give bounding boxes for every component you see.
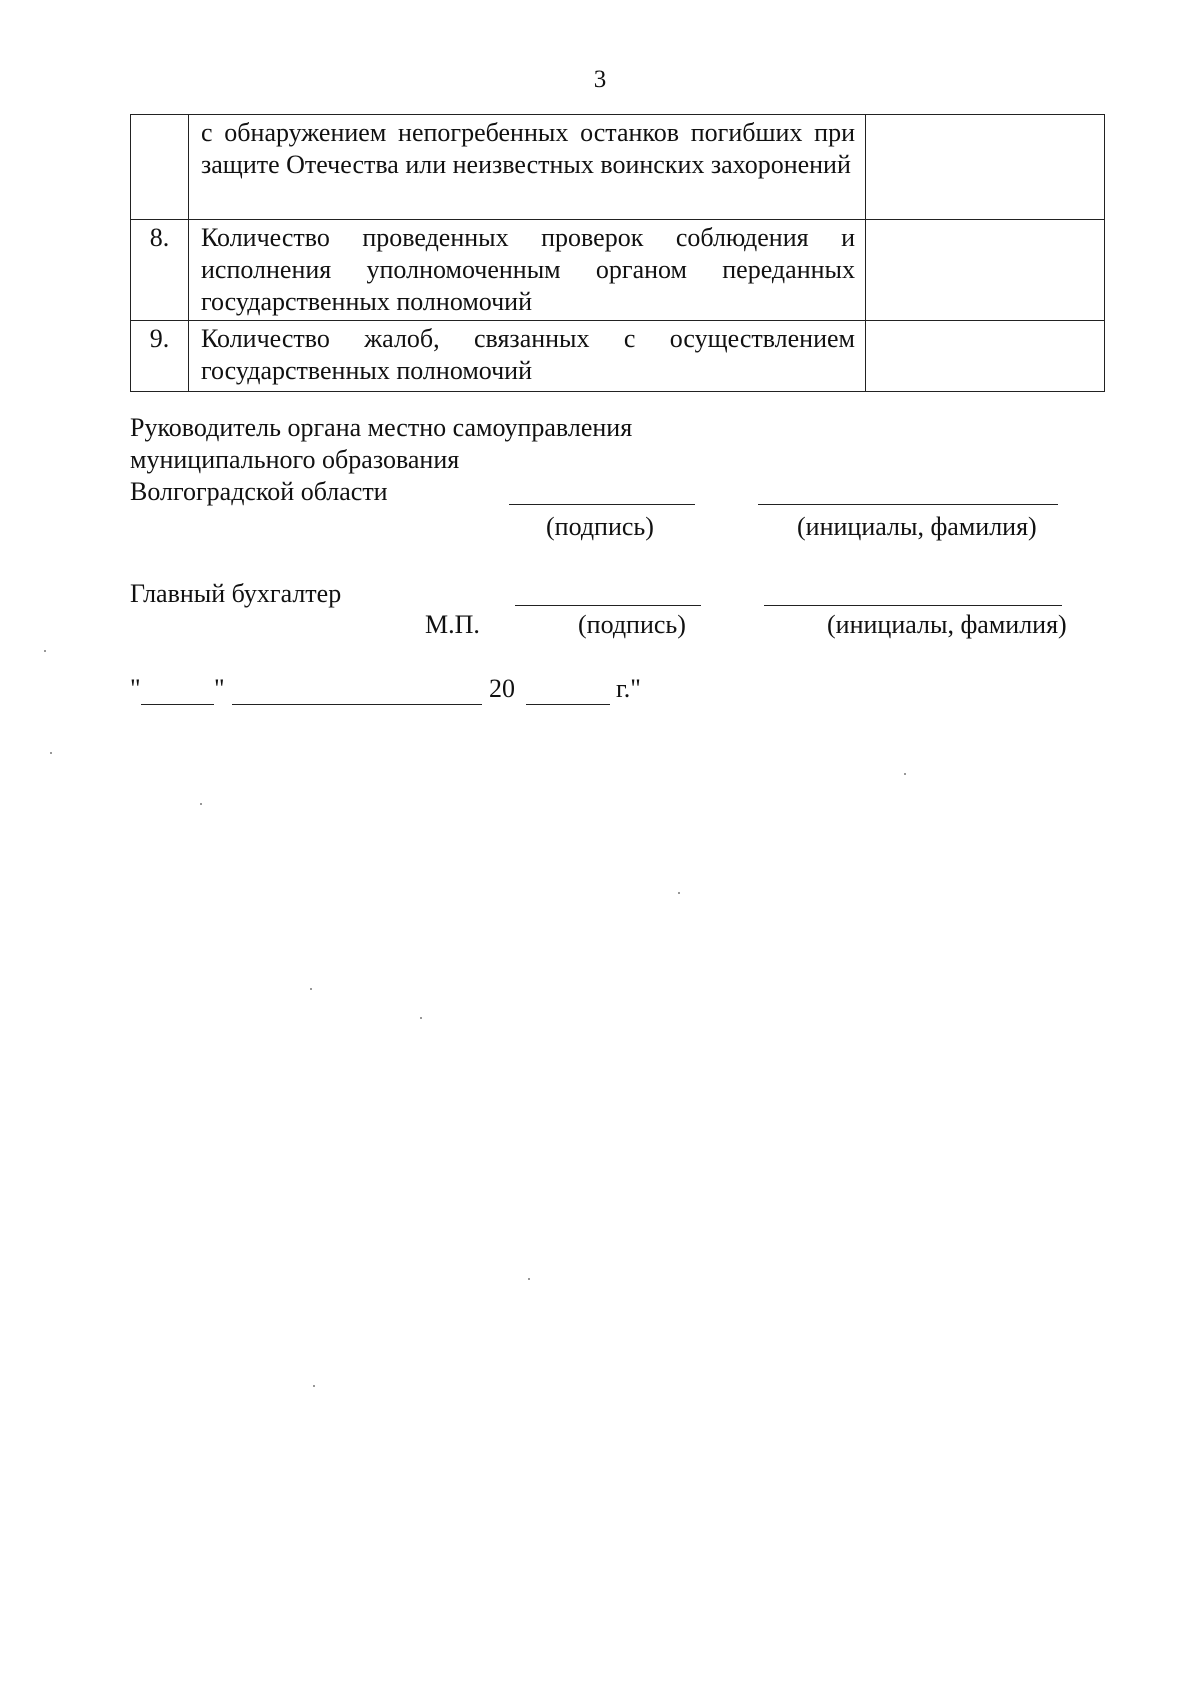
date-month-line (232, 704, 482, 705)
table-row (131, 115, 1105, 220)
report-table (130, 114, 1105, 392)
row-value (866, 321, 1105, 392)
row-value (866, 115, 1105, 220)
row-number (131, 115, 189, 220)
scan-speck (420, 1017, 422, 1019)
scan-speck (200, 803, 202, 805)
row-text: Количество жалоб, связанных с осуществлением государственных полномочий (189, 321, 866, 392)
head-title-line1: Руководитель органа местно самоуправления (130, 413, 633, 442)
head-title-line3: Волгоградской области (130, 477, 388, 506)
date-day-line (141, 704, 214, 705)
page-number: 3 (593, 66, 607, 93)
table-row (131, 220, 1105, 321)
stamp-label: М.П. (425, 610, 480, 639)
accountant-title: Главный бухгалтер (130, 579, 342, 608)
date-open-quote: " (130, 674, 141, 703)
row-text: с обнаружением непогребенных останков погибших при защите Отечества или неизвестных воинских захоронений (189, 115, 866, 220)
scan-speck (678, 892, 680, 894)
accountant-signature-caption: (подпись) (578, 610, 686, 639)
head-name-caption: (инициалы, фамилия) (797, 512, 1037, 541)
table-row (131, 321, 1105, 392)
head-signature-line (509, 504, 695, 505)
scan-speck (904, 773, 906, 775)
date-year-line (526, 704, 610, 705)
scan-speck (528, 1278, 530, 1280)
accountant-name-caption: (инициалы, фамилия) (827, 610, 1067, 639)
scan-speck (313, 1385, 315, 1387)
accountant-name-line (764, 605, 1062, 606)
head-title-line2: муниципального образования (130, 445, 460, 474)
row-number: 8. (131, 220, 189, 321)
head-name-line (758, 504, 1058, 505)
scan-speck (310, 988, 312, 990)
row-number: 9. (131, 321, 189, 392)
row-value (866, 220, 1105, 321)
accountant-signature-line (515, 605, 701, 606)
head-signature-caption: (подпись) (546, 512, 654, 541)
date-close-quote: " (214, 674, 225, 703)
scan-speck (50, 752, 52, 754)
row-text: Количество проведенных проверок соблюдения и исполнения уполномоченным органом переданных государственных полномочий (189, 220, 866, 321)
scan-speck (44, 650, 46, 652)
date-year-prefix: 20 (489, 674, 515, 703)
date-year-suffix: г." (616, 674, 641, 703)
